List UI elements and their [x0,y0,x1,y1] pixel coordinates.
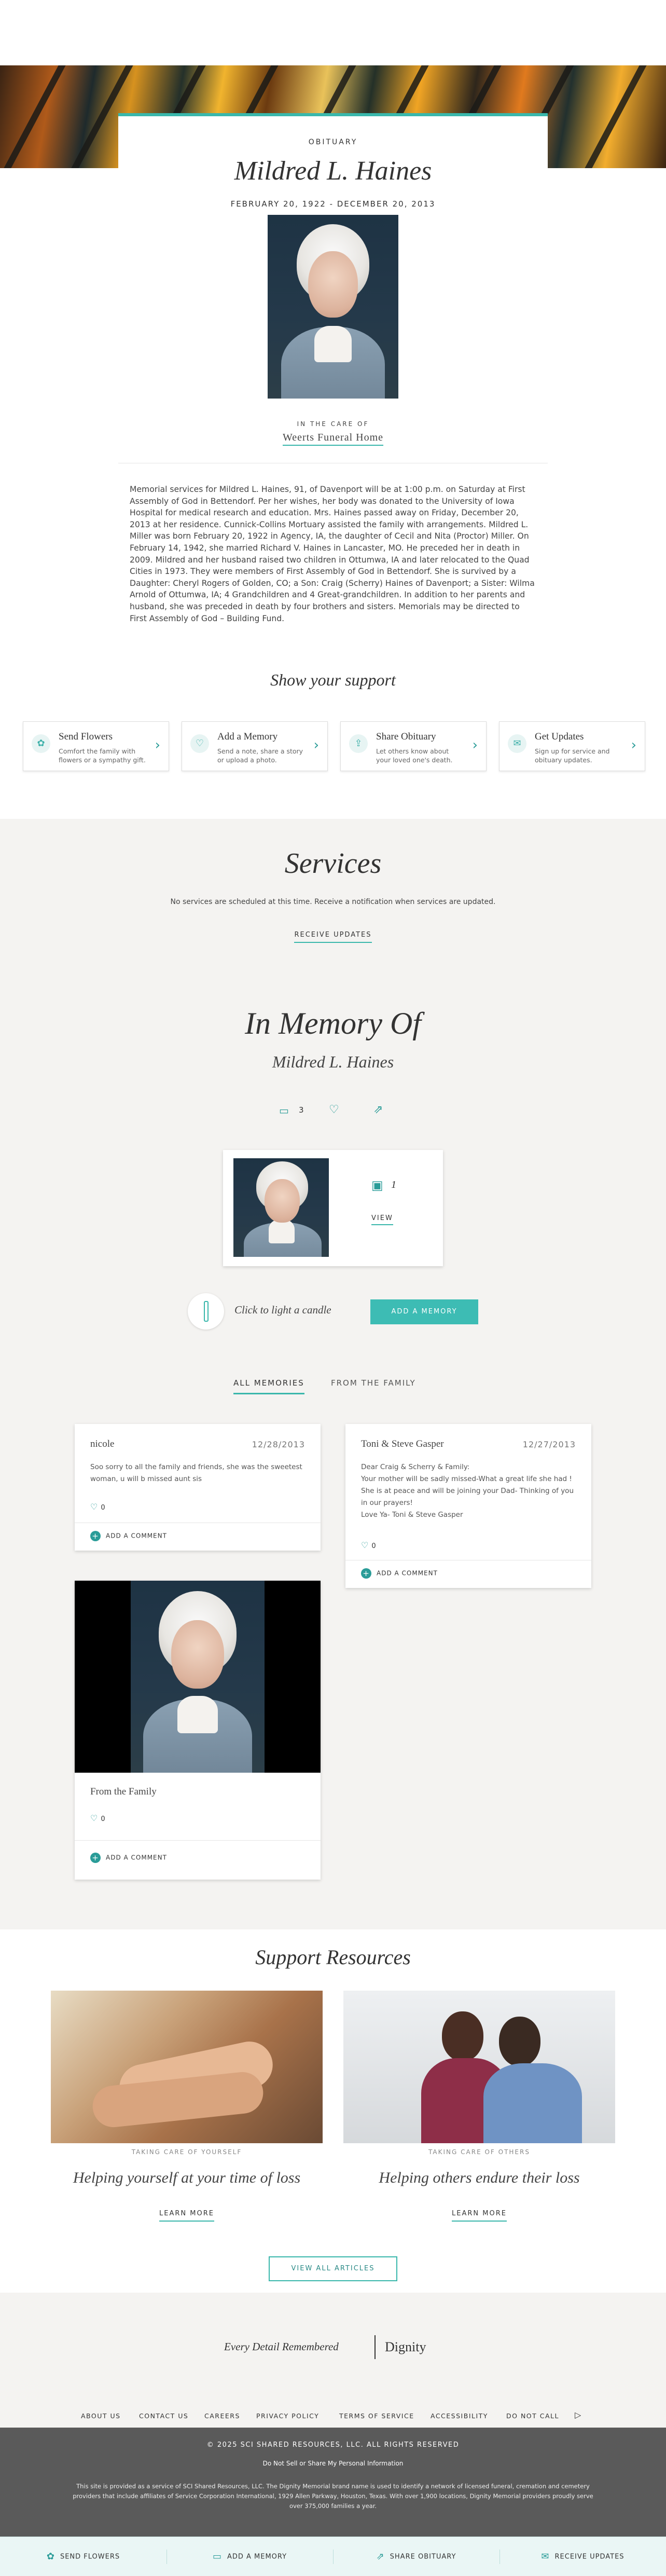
memory-author: From the Family [90,1786,157,1797]
accent-bar [118,113,548,116]
deceased-name: Mildred L. Haines [234,156,432,186]
footer-link-careers[interactable]: CAREERS [204,2412,240,2420]
memory-date: 12/28/2013 [252,1440,305,1449]
resource-kicker: TAKING CARE OF YOURSELF [131,2148,242,2156]
like-button[interactable]: ♡ 0 [90,1813,105,1823]
memory-card [345,1424,591,1588]
footer-link-contact[interactable]: CONTACT US [139,2412,189,2420]
card-desc: Sign up for service and obituary updates. [535,747,610,764]
flower-icon: ✿ [32,734,50,753]
mail-icon: ✉ [508,734,526,753]
funeral-home-link[interactable]: Weerts Funeral Home [283,432,383,446]
card-title: Send Flowers [59,731,113,742]
footer-link-accessibility[interactable]: ACCESSIBILITY [431,2412,488,2420]
services-heading: Services [284,847,382,880]
card-desc: Send a note, share a story or upload a photo. [217,747,303,764]
resources-heading: Support Resources [255,1945,411,1969]
plus-icon: + [90,1853,101,1863]
card-desc: Comfort the family with flowers or a sympathy gift. [59,747,146,764]
memory-author: nicole [90,1438,115,1449]
services-note: No services are scheduled at this time. Receive a notification when services are updated. [170,898,496,906]
mail-icon: ✉ [541,2551,550,2562]
resource-kicker: TAKING CARE OF OTHERS [428,2148,530,2156]
get-updates-card[interactable] [499,721,645,771]
like-count: 0 [101,1815,105,1823]
comment-count: 3 [299,1105,304,1115]
share-icon[interactable]: ⇗ [373,1103,383,1116]
view-all-articles-button[interactable]: VIEW ALL ARTICLES [269,2256,397,2281]
disclaimer: This site is provided as a service of SCI Shared Resources, LLC. The Dignity Memorial brand name is used to identify a network of licensed funeral, cremation and cemetery providers that include affiliates of Service Corporation International, 1929 Allen Parkway, Houston, Texas. With over 1,900 locations, Dignity Memorial providers proudly serve over 375,000 families a year. [73,2483,593,2510]
card-title: Share Obituary [376,731,436,742]
services-memory-section [0,819,666,1929]
resource-image-self[interactable] [51,1991,323,2143]
memory-text: Dear Craig & Scherry & Family: Your mother will be sadly missed-What a great life she had ! She is at peace and will be joining your Dad- Thinking of you in our prayers! Love Ya- Toni & Steve Gasper [361,1463,574,1519]
card-title: Get Updates [535,731,584,742]
learn-more-link[interactable]: LEARN MORE [452,2210,507,2222]
card-title: Add a Memory [217,731,278,742]
photo-gallery-card[interactable] [223,1150,443,1266]
plus-icon: + [90,1531,101,1541]
receive-updates-link[interactable]: RECEIVE UPDATES [294,931,371,943]
share-icon: ⇪ [349,734,368,753]
plus-icon: + [361,1568,371,1579]
obituary-text: Memorial services for Mildred L. Haines, 91, of Davenport will be at 1:00 p.m. on Saturday at First Assembly of God in Bettendorf. Per her wishes, her body was donated to the University of Iowa Hospital for medical research and education. Mrs. Haines passed away on Friday, December 20, 2013 at her residence. Cunnick-Collins Mortuary assisted the family with arrangements. Mildred L. Miller was born February 20, 1922 in Agency, IA, the daughter of Cecil and Nita (Proctor) Miller. On February 14, 1942, she married Richard V. Haines in Lancaster, MO. He preceded her in death in 2009. Mildred and her husband raised two children in Ottumwa, IA and later relocated to the Quad Cities in 1973. They were members of First Assembly of God in Bettendorf. She is survived by a Daughter: Cheryl Rogers of Golden, CO; a Son: Craig (Scherry) Haines of Davenport; a Sister: Wilma Arnold of Ottumwa, IA; 4 Grandchildren and 4 Great-grandchildren. In addition to her parents and husband, she was preceded in death by four brothers and sisters. Memorials may be directed to First Assembly of God – Building Fund. [130,485,535,623]
footer-link-about[interactable]: ABOUT US [81,2412,121,2420]
photos-icon: ▣ [371,1178,383,1193]
candle-button[interactable] [188,1293,224,1330]
tab-all-memories[interactable]: ALL MEMORIES [233,1378,304,1394]
footer-legal [0,2428,666,2537]
add-memory-button[interactable]: ADD A MEMORY [370,1299,478,1324]
memory-card [75,1424,321,1551]
like-button[interactable]: ♡ 0 [361,1540,376,1550]
share-icon: ⇗ [376,2551,385,2562]
obituary-card [118,113,548,663]
heart-icon[interactable]: ♡ [329,1103,339,1116]
memory-text: Soo sorry to all the family and friends, she was the sweetest woman, u will b missed aunt sis [90,1463,302,1483]
copyright: © 2025 SCI SHARED RESOURCES, LLC. ALL RIGHTS RESERVED [206,2441,460,2449]
memory-photo-card [75,1581,321,1880]
comment-icon[interactable]: ▭ [279,1104,289,1117]
send-flowers-card[interactable] [23,721,169,771]
resource-image-others[interactable] [343,1991,615,2143]
chevron-right-icon: › [631,737,636,753]
footer-link-do-not-call[interactable]: DO NOT CALL [506,2412,559,2420]
like-count: 0 [101,1504,105,1512]
heart-icon: ♡ [190,734,209,753]
memory-name: Mildred L. Haines [272,1052,394,1071]
gallery-photo[interactable] [233,1158,329,1257]
dignity-logo[interactable]: Dignity [385,2339,426,2354]
bottom-action-bar [0,2537,666,2576]
memory-photo[interactable] [131,1581,265,1773]
candle-icon [204,1301,209,1322]
in-memory-heading: In Memory Of [245,1006,421,1040]
do-not-sell-link[interactable]: Do Not Sell or Share My Personal Information [262,2460,404,2467]
add-comment-button[interactable]: + ADD A COMMENT [90,1531,167,1541]
receive-updates-action[interactable]: ✉ RECEIVE UPDATES [541,2551,625,2562]
photo-count: 1 [391,1179,396,1190]
flower-icon: ✿ [46,2551,55,2562]
comment-icon: ▭ [212,2551,222,2562]
share-obituary-action[interactable]: ⇗ SHARE OBITUARY [376,2551,456,2562]
memory-date: 12/27/2013 [522,1440,576,1449]
tab-from-the-family[interactable]: FROM THE FAMILY [331,1378,416,1388]
portrait-photo[interactable] [268,215,398,399]
footer-link-terms[interactable]: TERMS OF SERVICE [339,2412,414,2420]
like-count: 0 [371,1542,376,1550]
chevron-right-icon: › [313,737,319,753]
add-comment-button[interactable]: + ADD A COMMENT [90,1853,167,1863]
add-memory-card[interactable] [182,721,328,771]
chevron-right-icon: › [155,737,160,753]
add-comment-button[interactable]: + ADD A COMMENT [361,1568,438,1579]
support-heading: Show your support [270,670,396,689]
like-button[interactable]: ♡ 0 [90,1502,105,1512]
resource-title[interactable]: Helping others endure their loss [379,2169,580,2186]
resource-title[interactable]: Helping yourself at your time of loss [73,2169,301,2186]
learn-more-link[interactable]: LEARN MORE [159,2210,214,2222]
footer-link-privacy[interactable]: PRIVACY POLICY [256,2412,320,2420]
footer-tagline: Every Detail Remembered [224,2340,339,2353]
obituary-label: OBITUARY [308,138,358,146]
play-icon[interactable]: ▷ [575,2410,581,2420]
send-flowers-action[interactable]: ✿ SEND FLOWERS [46,2551,120,2562]
card-desc: Let others know about your loved one's death. [376,747,453,764]
life-dates: FEBRUARY 20, 1922 - DECEMBER 20, 2013 [230,199,436,209]
memory-author: Toni & Steve Gasper [361,1438,444,1449]
chevron-right-icon: › [472,737,478,753]
add-memory-action[interactable]: ▭ ADD A MEMORY [212,2551,287,2562]
candle-label[interactable]: Click to light a candle [234,1304,331,1316]
footer-brand-area [0,2293,666,2428]
share-obituary-card[interactable] [340,721,487,771]
view-photos-link[interactable]: VIEW [371,1214,393,1225]
care-label: IN THE CARE OF [297,420,369,428]
